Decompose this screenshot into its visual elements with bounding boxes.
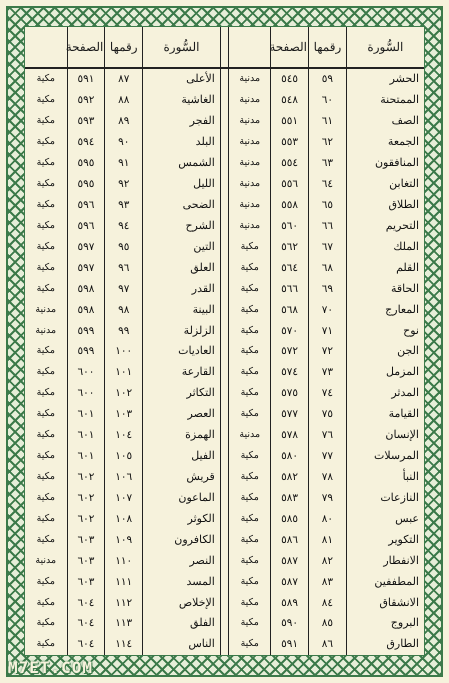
right-surah-name: الحشر bbox=[346, 68, 424, 90]
left-surah-name: العاديات bbox=[143, 341, 221, 362]
table-row bbox=[25, 634, 424, 655]
table-row bbox=[25, 236, 424, 257]
left-header-surah: السُّورة bbox=[143, 27, 221, 68]
left-surah-page: ٦٠٣ bbox=[67, 571, 105, 592]
left-surah-name: البلد bbox=[143, 132, 221, 153]
right-surah-number: ٧٧ bbox=[309, 446, 347, 467]
right-surah-number: ٨٥ bbox=[309, 613, 347, 634]
left-surah-type: مكية bbox=[36, 470, 55, 482]
left-surah-number: ٨٨ bbox=[105, 90, 143, 111]
right-surah-page: ٥٨٩ bbox=[271, 592, 309, 613]
table-row bbox=[25, 153, 424, 174]
column-gap bbox=[220, 592, 228, 613]
right-surah-name: المنافقون bbox=[346, 153, 424, 174]
table-row bbox=[25, 383, 424, 404]
right-surah-number: ٦٩ bbox=[309, 278, 347, 299]
right-surah-type: مدنية bbox=[229, 68, 271, 90]
left-surah-page: ٥٩٦ bbox=[67, 215, 105, 236]
right-surah-number: ٧٦ bbox=[309, 425, 347, 446]
table-row bbox=[25, 529, 424, 550]
left-surah-page: ٦٠٢ bbox=[67, 467, 105, 488]
right-surah-type: مدنية bbox=[229, 174, 271, 195]
right-header-number: رقمها bbox=[309, 27, 347, 68]
left-surah-type: مكية bbox=[36, 115, 55, 127]
surah-index-table bbox=[25, 27, 424, 655]
left-surah-name: الناس bbox=[143, 634, 221, 655]
column-gap bbox=[220, 90, 228, 111]
right-surah-number: ٨٣ bbox=[309, 571, 347, 592]
column-gap bbox=[220, 174, 228, 195]
table-row bbox=[25, 278, 424, 299]
left-surah-page: ٥٩٥ bbox=[67, 153, 105, 174]
right-surah-name: المدثر bbox=[346, 383, 424, 404]
table-row bbox=[25, 68, 424, 90]
table-row bbox=[25, 195, 424, 216]
right-surah-type: مدنية bbox=[229, 111, 271, 132]
right-surah-name: نوح bbox=[346, 320, 424, 341]
right-surah-number: ٨١ bbox=[309, 529, 347, 550]
left-surah-name: النصر bbox=[143, 550, 221, 571]
left-surah-page: ٥٩٢ bbox=[67, 90, 105, 111]
right-surah-name: القلم bbox=[346, 257, 424, 278]
left-surah-page: ٥٩٤ bbox=[67, 132, 105, 153]
left-surah-page: ٦٠٤ bbox=[67, 634, 105, 655]
right-surah-type: مكية bbox=[229, 613, 271, 634]
right-surah-page: ٥٧٢ bbox=[271, 341, 309, 362]
right-surah-name: الصف bbox=[346, 111, 424, 132]
right-surah-page: ٥٤٥ bbox=[271, 68, 309, 90]
right-surah-type: مكية bbox=[229, 383, 271, 404]
left-surah-number: ٩٢ bbox=[105, 174, 143, 195]
column-gap bbox=[220, 27, 228, 68]
left-surah-name: الفيل bbox=[143, 446, 221, 467]
left-surah-number: ٩٧ bbox=[105, 278, 143, 299]
table-row bbox=[25, 487, 424, 508]
right-surah-page: ٥٥١ bbox=[271, 111, 309, 132]
left-surah-type: مكية bbox=[36, 533, 55, 545]
right-surah-name: الطارق bbox=[346, 634, 424, 655]
right-surah-name: المطففين bbox=[346, 571, 424, 592]
left-header-page: الصفحة bbox=[67, 27, 105, 68]
right-surah-name: القيامة bbox=[346, 404, 424, 425]
column-gap bbox=[220, 529, 228, 550]
left-surah-type: مكية bbox=[36, 240, 55, 252]
right-surah-type: مكية bbox=[229, 341, 271, 362]
left-surah-type: مكية bbox=[36, 219, 55, 231]
left-surah-page: ٥٩٧ bbox=[67, 257, 105, 278]
column-gap bbox=[220, 467, 228, 488]
table-row bbox=[25, 215, 424, 236]
right-surah-page: ٥٥٦ bbox=[271, 174, 309, 195]
right-surah-name: الجمعة bbox=[346, 132, 424, 153]
left-surah-page: ٥٩٩ bbox=[67, 320, 105, 341]
left-surah-page: ٦٠٢ bbox=[67, 487, 105, 508]
right-surah-page: ٥٩٠ bbox=[271, 613, 309, 634]
left-surah-page: ٦٠١ bbox=[67, 404, 105, 425]
table-row bbox=[25, 404, 424, 425]
right-surah-name: النازعات bbox=[346, 487, 424, 508]
column-gap bbox=[220, 111, 228, 132]
right-surah-number: ٥٩ bbox=[309, 68, 347, 90]
left-surah-number: ١٠٨ bbox=[105, 508, 143, 529]
right-surah-page: ٥٦٢ bbox=[271, 236, 309, 257]
table-row bbox=[25, 111, 424, 132]
right-surah-page: ٥٨٦ bbox=[271, 529, 309, 550]
right-surah-page: ٥٨٣ bbox=[271, 487, 309, 508]
right-surah-number: ٦١ bbox=[309, 111, 347, 132]
table-row bbox=[25, 550, 424, 571]
left-surah-number: ١٠٢ bbox=[105, 383, 143, 404]
column-gap bbox=[220, 508, 228, 529]
right-surah-page: ٥٧٥ bbox=[271, 383, 309, 404]
surah-index-page bbox=[24, 26, 425, 656]
left-surah-number: ١٠٣ bbox=[105, 404, 143, 425]
right-surah-type: مكية bbox=[229, 487, 271, 508]
right-surah-page: ٥٥٤ bbox=[271, 153, 309, 174]
right-surah-name: الانشقاق bbox=[346, 592, 424, 613]
left-surah-type: مكية bbox=[36, 491, 55, 503]
left-header-type bbox=[25, 27, 67, 68]
column-gap bbox=[220, 195, 228, 216]
table-row bbox=[25, 446, 424, 467]
right-surah-type: مدنية bbox=[229, 195, 271, 216]
right-surah-name: المرسلات bbox=[346, 446, 424, 467]
left-surah-page: ٦٠٤ bbox=[67, 613, 105, 634]
left-surah-number: ١١٠ bbox=[105, 550, 143, 571]
left-surah-page: ٦٠١ bbox=[67, 425, 105, 446]
right-surah-type: مدنية bbox=[229, 90, 271, 111]
right-surah-type: مكية bbox=[229, 362, 271, 383]
right-surah-number: ٧٤ bbox=[309, 383, 347, 404]
right-surah-type: مكية bbox=[229, 299, 271, 320]
left-surah-number: ٩١ bbox=[105, 153, 143, 174]
column-gap bbox=[220, 446, 228, 467]
right-surah-type: مكية bbox=[229, 446, 271, 467]
left-surah-page: ٥٩٣ bbox=[67, 111, 105, 132]
column-gap bbox=[220, 215, 228, 236]
right-surah-number: ٧٨ bbox=[309, 467, 347, 488]
left-surah-type: مكية bbox=[36, 429, 55, 441]
left-surah-page: ٦٠٣ bbox=[67, 550, 105, 571]
right-surah-page: ٥٦٤ bbox=[271, 257, 309, 278]
right-surah-page: ٥٥٣ bbox=[271, 132, 309, 153]
column-gap bbox=[220, 404, 228, 425]
left-surah-page: ٥٩٦ bbox=[67, 195, 105, 216]
right-surah-number: ٦٤ bbox=[309, 174, 347, 195]
right-surah-name: الانفطار bbox=[346, 550, 424, 571]
right-surah-number: ٧٣ bbox=[309, 362, 347, 383]
left-surah-page: ٦٠٢ bbox=[67, 508, 105, 529]
left-surah-page: ٦٠٤ bbox=[67, 592, 105, 613]
left-surah-page: ٦٠١ bbox=[67, 446, 105, 467]
left-surah-name: الهمزة bbox=[143, 425, 221, 446]
table-row bbox=[25, 257, 424, 278]
left-surah-number: ١١٢ bbox=[105, 592, 143, 613]
right-surah-number: ٨٤ bbox=[309, 592, 347, 613]
table-row bbox=[25, 90, 424, 111]
left-surah-number: ١٠١ bbox=[105, 362, 143, 383]
left-surah-page: ٥٩٨ bbox=[67, 278, 105, 299]
column-gap bbox=[220, 320, 228, 341]
left-surah-page: ٥٩٨ bbox=[67, 299, 105, 320]
right-surah-name: الجن bbox=[346, 341, 424, 362]
right-surah-page: ٥٨٥ bbox=[271, 508, 309, 529]
left-surah-name: التكاثر bbox=[143, 383, 221, 404]
left-surah-number: ١٠٠ bbox=[105, 341, 143, 362]
left-surah-number: ١١٤ bbox=[105, 634, 143, 655]
right-surah-page: ٥٦٨ bbox=[271, 299, 309, 320]
right-surah-page: ٥٨٢ bbox=[271, 467, 309, 488]
right-surah-name: التحريم bbox=[346, 215, 424, 236]
table-row bbox=[25, 341, 424, 362]
right-surah-number: ٨٢ bbox=[309, 550, 347, 571]
left-surah-name: الليل bbox=[143, 174, 221, 195]
right-header-surah: السُّورة bbox=[346, 27, 424, 68]
left-surah-name: الكافرون bbox=[143, 529, 221, 550]
column-gap bbox=[220, 613, 228, 634]
left-surah-name: البينة bbox=[143, 299, 221, 320]
left-surah-page: ٥٩١ bbox=[67, 68, 105, 90]
right-surah-page: ٥٨٠ bbox=[271, 446, 309, 467]
column-gap bbox=[220, 487, 228, 508]
right-header-page: الصفحة bbox=[271, 27, 309, 68]
right-surah-name: المعارج bbox=[346, 299, 424, 320]
left-surah-name: القدر bbox=[143, 278, 221, 299]
right-surah-number: ٨٠ bbox=[309, 508, 347, 529]
right-surah-name: عبس bbox=[346, 508, 424, 529]
right-surah-type: مكية bbox=[229, 634, 271, 655]
left-surah-name: الغاشية bbox=[143, 90, 221, 111]
right-header-type bbox=[229, 27, 271, 68]
table-row bbox=[25, 571, 424, 592]
right-surah-number: ٦٦ bbox=[309, 215, 347, 236]
left-header-number: رقمها bbox=[105, 27, 143, 68]
right-surah-number: ٦٣ bbox=[309, 153, 347, 174]
left-surah-page: ٦٠٣ bbox=[67, 529, 105, 550]
right-surah-type: مكية bbox=[229, 467, 271, 488]
right-surah-page: ٥٤٨ bbox=[271, 90, 309, 111]
table-row bbox=[25, 362, 424, 383]
column-gap bbox=[220, 236, 228, 257]
right-surah-page: ٥٩١ bbox=[271, 634, 309, 655]
right-surah-number: ٧٩ bbox=[309, 487, 347, 508]
column-gap bbox=[220, 571, 228, 592]
right-surah-page: ٥٨٧ bbox=[271, 571, 309, 592]
right-surah-page: ٥٧٠ bbox=[271, 320, 309, 341]
right-surah-name: الملك bbox=[346, 236, 424, 257]
left-surah-page: ٥٩٩ bbox=[67, 341, 105, 362]
left-surah-type: مدنية bbox=[35, 324, 57, 336]
left-surah-page: ٦٠٠ bbox=[67, 383, 105, 404]
right-surah-page: ٥٦٦ bbox=[271, 278, 309, 299]
left-surah-type: مكية bbox=[36, 178, 55, 190]
left-surah-number: ٨٩ bbox=[105, 111, 143, 132]
table-row bbox=[25, 320, 424, 341]
right-surah-number: ٦٢ bbox=[309, 132, 347, 153]
left-surah-number: ٩٨ bbox=[105, 299, 143, 320]
left-surah-type: مكية bbox=[36, 94, 55, 106]
right-surah-type: مكية bbox=[229, 592, 271, 613]
right-surah-name: الطلاق bbox=[346, 195, 424, 216]
right-surah-page: ٥٧٤ bbox=[271, 362, 309, 383]
right-surah-name: النبأ bbox=[346, 467, 424, 488]
left-surah-name: الضحى bbox=[143, 195, 221, 216]
left-surah-name: القارعة bbox=[143, 362, 221, 383]
left-surah-name: التين bbox=[143, 236, 221, 257]
right-surah-number: ٦٨ bbox=[309, 257, 347, 278]
left-surah-page: ٦٠٠ bbox=[67, 362, 105, 383]
right-surah-page: ٥٧٧ bbox=[271, 404, 309, 425]
right-surah-number: ٧١ bbox=[309, 320, 347, 341]
left-surah-type: مكية bbox=[36, 387, 55, 399]
header-row bbox=[25, 27, 424, 68]
left-surah-type: مكية bbox=[36, 617, 55, 629]
right-surah-number: ٦٠ bbox=[309, 90, 347, 111]
left-surah-name: العلق bbox=[143, 257, 221, 278]
left-surah-name: المسد bbox=[143, 571, 221, 592]
left-surah-type: مكية bbox=[36, 157, 55, 169]
column-gap bbox=[220, 299, 228, 320]
right-surah-type: مكية bbox=[229, 320, 271, 341]
left-surah-name: العصر bbox=[143, 404, 221, 425]
column-gap bbox=[220, 341, 228, 362]
right-surah-number: ٧٠ bbox=[309, 299, 347, 320]
right-surah-page: ٥٥٨ bbox=[271, 195, 309, 216]
right-surah-number: ٦٥ bbox=[309, 195, 347, 216]
left-surah-name: الشرح bbox=[143, 215, 221, 236]
right-surah-type: مدنية bbox=[229, 425, 271, 446]
right-surah-type: مدنية bbox=[229, 215, 271, 236]
left-surah-type: مكية bbox=[36, 408, 55, 420]
left-surah-type: مكية bbox=[36, 345, 55, 357]
column-gap bbox=[220, 153, 228, 174]
left-surah-name: الكوثر bbox=[143, 508, 221, 529]
column-gap bbox=[220, 362, 228, 383]
watermark-logo: M7ET.COM bbox=[8, 658, 94, 677]
column-gap bbox=[220, 257, 228, 278]
left-surah-number: ١٠٤ bbox=[105, 425, 143, 446]
left-surah-number: ١٠٧ bbox=[105, 487, 143, 508]
left-surah-number: ١١١ bbox=[105, 571, 143, 592]
column-gap bbox=[220, 383, 228, 404]
table-row bbox=[25, 299, 424, 320]
left-surah-name: الإخلاص bbox=[143, 592, 221, 613]
left-surah-type: مكية bbox=[36, 450, 55, 462]
right-surah-page: ٥٨٧ bbox=[271, 550, 309, 571]
right-surah-type: مكية bbox=[229, 278, 271, 299]
left-surah-name: قريش bbox=[143, 467, 221, 488]
left-surah-type: مكية bbox=[36, 366, 55, 378]
right-surah-name: التغابن bbox=[346, 174, 424, 195]
left-surah-name: الأعلى bbox=[143, 68, 221, 90]
column-gap bbox=[220, 68, 228, 90]
left-surah-name: الزلزلة bbox=[143, 320, 221, 341]
left-surah-name: الشمس bbox=[143, 153, 221, 174]
column-gap bbox=[220, 132, 228, 153]
left-surah-type: مكية bbox=[36, 638, 55, 650]
right-surah-name: المزمل bbox=[346, 362, 424, 383]
left-surah-type: مكية bbox=[36, 512, 55, 524]
right-surah-type: مكية bbox=[229, 571, 271, 592]
right-surah-type: مكية bbox=[229, 236, 271, 257]
table-row bbox=[25, 132, 424, 153]
right-surah-name: الإنسان bbox=[346, 425, 424, 446]
table-row bbox=[25, 174, 424, 195]
left-surah-number: ٨٧ bbox=[105, 68, 143, 90]
left-surah-type: مكية bbox=[36, 73, 55, 85]
right-surah-name: البروج bbox=[346, 613, 424, 634]
left-surah-type: مكية bbox=[36, 136, 55, 148]
left-surah-type: مكية bbox=[36, 575, 55, 587]
left-surah-type: مدنية bbox=[35, 554, 57, 566]
right-surah-type: مدنية bbox=[229, 153, 271, 174]
right-surah-name: الممتحنة bbox=[346, 90, 424, 111]
right-surah-type: مدنية bbox=[229, 132, 271, 153]
left-surah-number: ٩٤ bbox=[105, 215, 143, 236]
left-surah-number: ١١٣ bbox=[105, 613, 143, 634]
left-surah-number: ١٠٥ bbox=[105, 446, 143, 467]
left-surah-number: ١٠٩ bbox=[105, 529, 143, 550]
right-surah-page: ٥٦٠ bbox=[271, 215, 309, 236]
left-surah-type: مكية bbox=[36, 261, 55, 273]
right-surah-number: ٦٧ bbox=[309, 236, 347, 257]
right-surah-page: ٥٧٨ bbox=[271, 425, 309, 446]
left-surah-name: الماعون bbox=[143, 487, 221, 508]
left-surah-type: مكية bbox=[36, 199, 55, 210]
left-surah-number: ٩٥ bbox=[105, 236, 143, 257]
right-surah-type: مكية bbox=[229, 508, 271, 529]
right-surah-number: ٧٥ bbox=[309, 404, 347, 425]
left-surah-page: ٥٩٥ bbox=[67, 174, 105, 195]
column-gap bbox=[220, 550, 228, 571]
right-surah-type: مكية bbox=[229, 404, 271, 425]
right-surah-number: ٧٢ bbox=[309, 341, 347, 362]
table-row bbox=[25, 425, 424, 446]
left-surah-page: ٥٩٧ bbox=[67, 236, 105, 257]
left-surah-number: ٩٩ bbox=[105, 320, 143, 341]
right-surah-number: ٨٦ bbox=[309, 634, 347, 655]
table-row bbox=[25, 613, 424, 634]
right-surah-type: مكية bbox=[229, 257, 271, 278]
column-gap bbox=[220, 425, 228, 446]
left-surah-number: ٩٣ bbox=[105, 195, 143, 216]
left-surah-type: مكية bbox=[36, 596, 55, 608]
column-gap bbox=[220, 634, 228, 655]
column-gap bbox=[220, 278, 228, 299]
right-surah-name: الحاقة bbox=[346, 278, 424, 299]
left-surah-number: ٩٦ bbox=[105, 257, 143, 278]
table-row bbox=[25, 592, 424, 613]
right-surah-type: مكية bbox=[229, 529, 271, 550]
right-surah-name: التكوير bbox=[346, 529, 424, 550]
left-surah-type: مدنية bbox=[35, 303, 57, 315]
left-surah-name: الفجر bbox=[143, 111, 221, 132]
left-surah-number: ٩٠ bbox=[105, 132, 143, 153]
left-surah-type: مكية bbox=[36, 282, 55, 294]
right-surah-type: مكية bbox=[229, 550, 271, 571]
table-row bbox=[25, 508, 424, 529]
left-surah-name: الفلق bbox=[143, 613, 221, 634]
table-row bbox=[25, 467, 424, 488]
left-surah-number: ١٠٦ bbox=[105, 467, 143, 488]
